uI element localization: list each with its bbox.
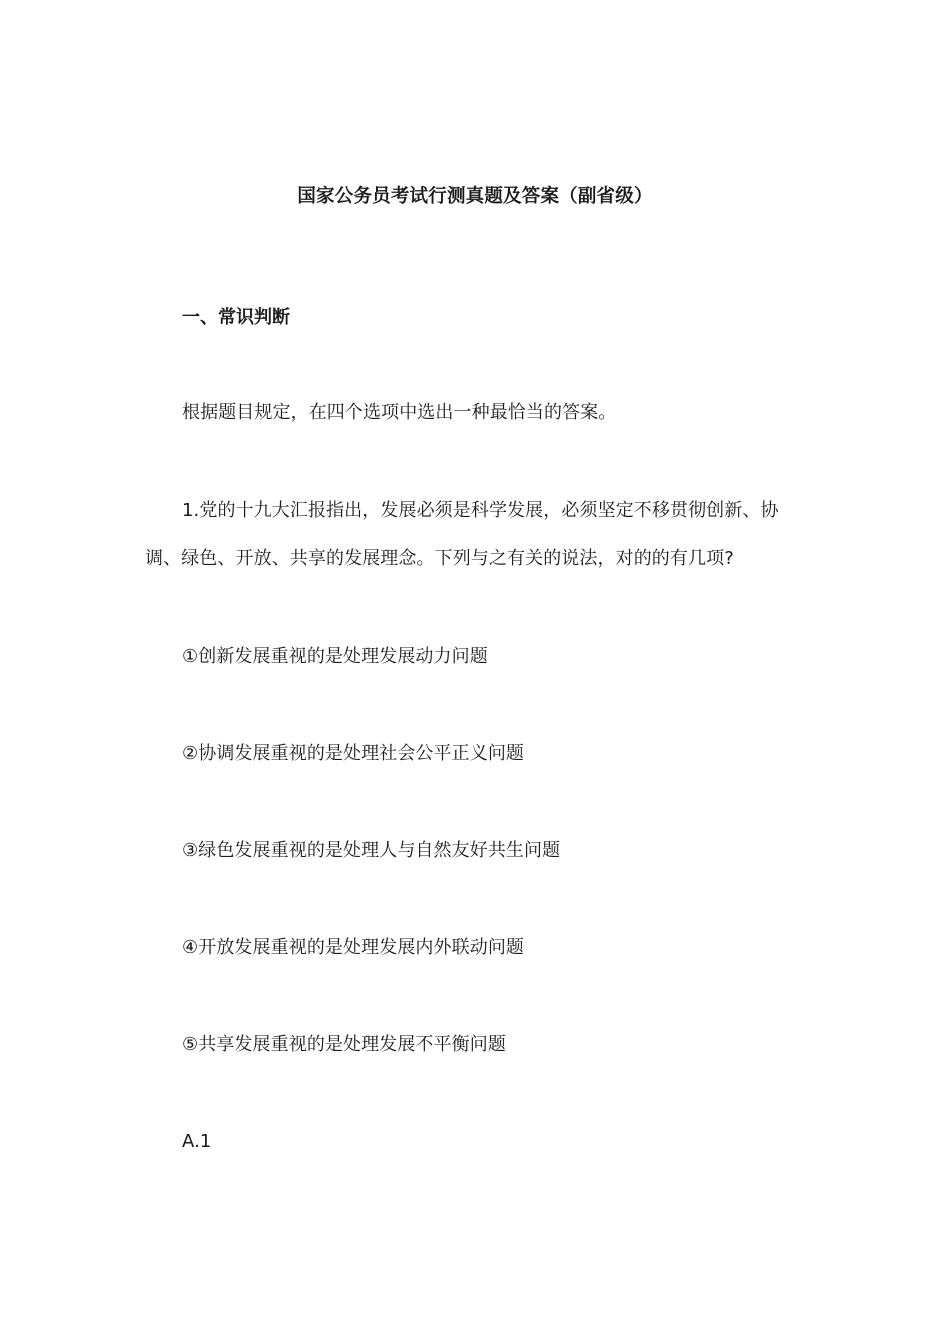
statement-4: ④开放发展重视的是处理发展内外联动问题 [182, 937, 525, 958]
statement-3: ③绿色发展重视的是处理人与自然友好共生问题 [182, 840, 561, 861]
document-title: 国家公务员考试行测真题及答案（副省级） [297, 186, 653, 207]
question-stem: 1.党的十九大汇报指出，发展必须是科学发展，必须坚定不移贯彻创新、协调、绿色、开放、共享的发展理念。下列与之有关的说法，对的的有几项? [145, 500, 779, 569]
statement-1: ①创新发展重视的是处理发展动力问题 [182, 646, 488, 667]
instruction-text: 根据题目规定，在四个选项中选出一种最恰当的答案。 [182, 402, 617, 423]
section-heading: 一、常识判断 [182, 307, 290, 328]
statement-5: ⑤共享发展重视的是处理发展不平衡问题 [182, 1034, 506, 1055]
choice-a: A.1 [182, 1131, 212, 1152]
statement-2: ②协调发展重视的是处理社会公平正义问题 [182, 743, 525, 764]
